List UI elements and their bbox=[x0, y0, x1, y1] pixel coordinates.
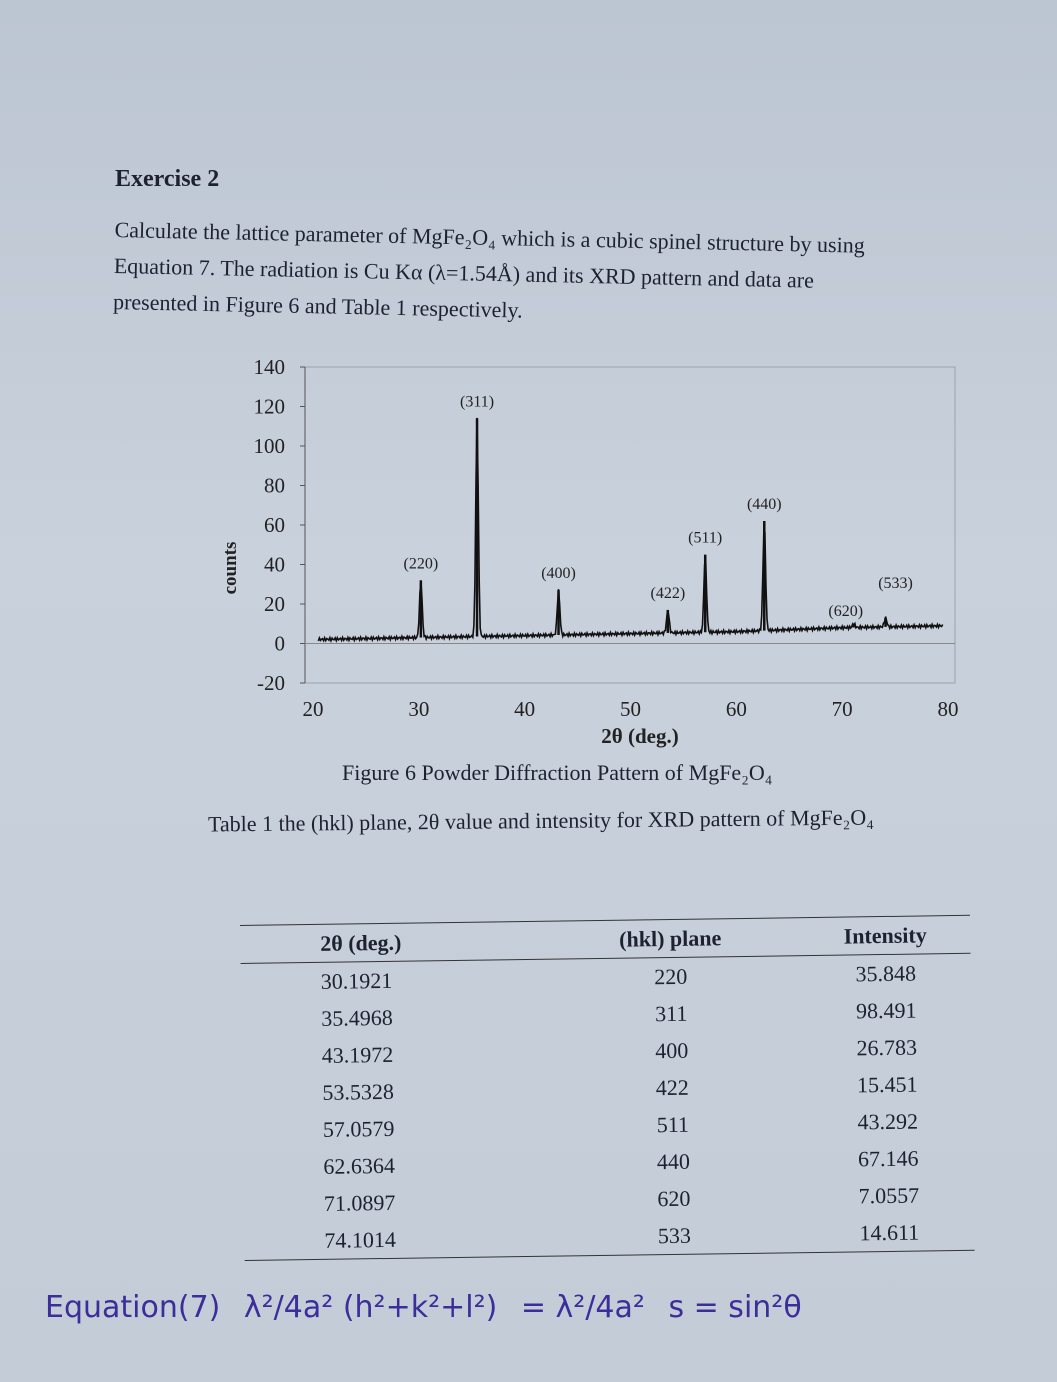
xrd-table bbox=[240, 915, 975, 1261]
cell-hkl: 220 bbox=[654, 963, 688, 989]
peak-label: (422) bbox=[650, 584, 686, 602]
y-tick-label: 60 bbox=[264, 513, 285, 537]
handwritten-equation bbox=[45, 1290, 816, 1325]
header-hkl: (hkl) plane bbox=[619, 924, 722, 952]
cell-2theta: 43.1972 bbox=[321, 1041, 394, 1068]
x-tick-label: 20 bbox=[302, 697, 324, 721]
cell-intensity: 14.611 bbox=[859, 1219, 920, 1245]
x-tick-label: 50 bbox=[620, 697, 641, 721]
cell-2theta: 30.1921 bbox=[320, 967, 393, 994]
header-2theta: 2θ (deg.) bbox=[320, 929, 402, 956]
x-axis-label: 2θ (deg.) bbox=[601, 724, 679, 748]
cell-intensity: 98.491 bbox=[855, 997, 917, 1023]
peak-label: (400) bbox=[541, 565, 576, 583]
cell-hkl: 511 bbox=[656, 1111, 690, 1137]
y-tick-label: 0 bbox=[274, 631, 285, 656]
equation-s: s = sin²θ bbox=[668, 1290, 802, 1325]
peak-label: (511) bbox=[688, 529, 723, 547]
exercise-line: Equation 7. The radiation is Cu Kα (λ=1.54Å) and its XRD pattern and data are bbox=[113, 252, 815, 293]
cell-intensity: 67.146 bbox=[857, 1145, 919, 1171]
cell-intensity: 7.0557 bbox=[858, 1182, 920, 1208]
peak-label: (311) bbox=[460, 393, 495, 411]
figure-caption: Figure 6 Powder Diffraction Pattern of MgFe₂O₄ bbox=[342, 760, 773, 785]
cell-2theta: 35.4968 bbox=[321, 1004, 393, 1031]
peak-label: (620) bbox=[828, 602, 864, 620]
y-tick-label: 100 bbox=[253, 434, 285, 458]
exercise-text bbox=[113, 212, 1015, 339]
equation-rhs: = λ²/4a² bbox=[520, 1290, 645, 1325]
cell-hkl: 422 bbox=[655, 1074, 689, 1100]
x-tick-label: 30 bbox=[408, 697, 430, 721]
peak-label: (440) bbox=[746, 496, 782, 514]
cell-intensity: 35.848 bbox=[855, 960, 917, 986]
peak-label: (533) bbox=[878, 574, 913, 592]
cell-hkl: 400 bbox=[655, 1037, 689, 1063]
x-tick-label: 80 bbox=[937, 697, 959, 721]
y-tick-label: 120 bbox=[253, 394, 285, 419]
cell-2theta: 71.0897 bbox=[323, 1189, 396, 1216]
cell-2theta: 62.6364 bbox=[323, 1152, 396, 1179]
y-axis-label: counts bbox=[220, 541, 241, 595]
peak-label: (220) bbox=[403, 555, 439, 573]
cell-hkl: 620 bbox=[657, 1185, 691, 1211]
exercise-line: presented in Figure 6 and Table 1 respectively. bbox=[112, 288, 523, 323]
cell-hkl: 440 bbox=[656, 1148, 691, 1174]
header-intensity: Intensity bbox=[843, 921, 927, 949]
x-tick-label: 40 bbox=[514, 697, 536, 721]
y-tick-label: 140 bbox=[253, 355, 285, 379]
cell-2theta: 57.0579 bbox=[322, 1115, 395, 1142]
table-caption: Table 1 the (hkl) plane, 2θ value and intensity for XRD pattern of MgFe₂O₄ bbox=[207, 804, 874, 837]
plot-area-border bbox=[305, 367, 955, 683]
cell-hkl: 533 bbox=[657, 1222, 692, 1248]
y-tick-label: 20 bbox=[264, 592, 285, 616]
cell-intensity: 15.451 bbox=[856, 1071, 918, 1097]
equation-label: Equation(7) bbox=[45, 1290, 221, 1325]
cell-intensity: 43.292 bbox=[857, 1108, 919, 1134]
y-tick-label: 80 bbox=[264, 473, 285, 498]
exercise-title: Exercise 2 bbox=[115, 166, 220, 192]
y-tick-label: 40 bbox=[264, 552, 285, 577]
cell-2theta: 53.5328 bbox=[322, 1078, 395, 1105]
cell-2theta: 74.1014 bbox=[324, 1226, 397, 1253]
xrd-chart bbox=[0, 340, 1057, 760]
equation-lhs: λ²/4a² (h²+k²+l²) bbox=[243, 1290, 498, 1325]
exercise-line: Calculate the lattice parameter of MgFe₂O₄ which is a cubic spinel structure by using bbox=[114, 216, 866, 258]
y-tick-label: -20 bbox=[257, 671, 285, 695]
x-tick-label: 60 bbox=[725, 697, 747, 721]
x-tick-label: 70 bbox=[831, 697, 853, 721]
cell-hkl: 311 bbox=[655, 1000, 688, 1026]
cell-intensity: 26.783 bbox=[856, 1034, 918, 1060]
